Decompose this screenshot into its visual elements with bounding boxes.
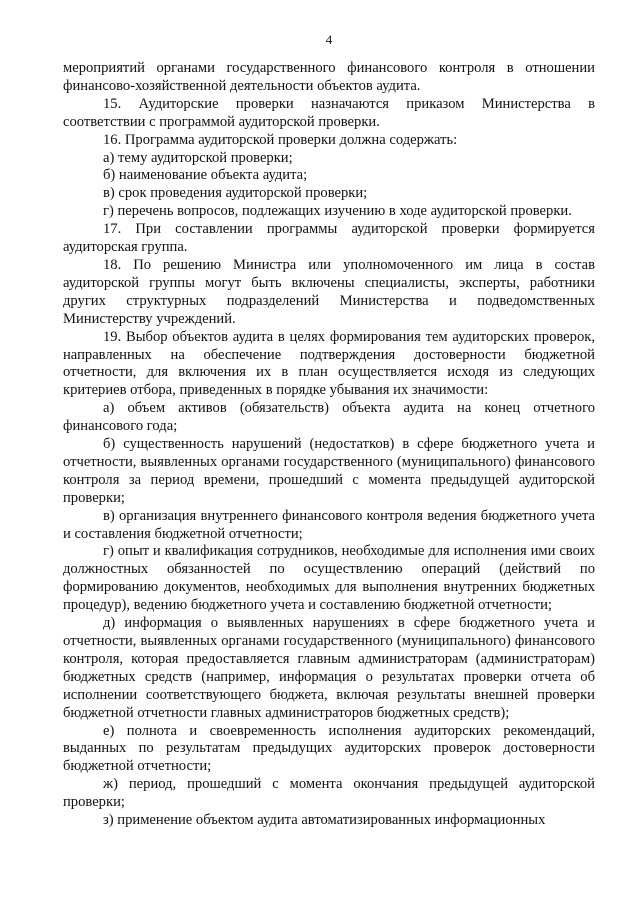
paragraph-continuation: мероприятий органами государственного финансового контроля в отношении финансово-хозяйственной деятельности объектов аудита. — [63, 60, 595, 94]
list-item-19v: в) организация внутреннего финансового контроля ведения бюджетного учета и составления бюджетной отчетности; — [63, 507, 595, 542]
paragraph-19: 19. Выбор объектов аудита в целях формирования тем аудиторских проверок, направленных на обеспечение подтверждения достоверности бюджетной отчетности, для включения их в план осуществляется исходя из следующих критериев отбора, приведенных в порядке убывания их значимости: — [63, 328, 595, 399]
paragraph-18: 18. По решению Министра или уполномоченного им лица в состав аудиторской группы могут быть включены специалисты, эксперты, работники других структурных подразделений Министерства и подведомственных Министерству учреждений. — [63, 256, 595, 327]
list-item-19g: г) опыт и квалификация сотрудников, необходимые для исполнения ими своих должностных обязанностей по осуществлению операций (действий по формированию документов, необходимых для выполнения внутренних бюджетных процедур), ведению бюджетного учета и составлению бюджетной отчетности; — [63, 543, 595, 614]
list-item-19d: д) информация о выявленных нарушениях в сфере бюджетного учета и отчетности, выявленных органами государственного (муниципального) финансового контроля, которая предоставляется главным администраторам (администраторам) бюджетных средств (например, информация о результатах проверки отчета об исполнении соответствующего бюджета, включая результаты внешней проверки бюджетной отчетности главных администраторов бюджетных средств); — [63, 615, 595, 721]
list-item-16v: в) срок проведения аудиторской проверки; — [103, 185, 368, 202]
list-item-19e: е) полнота и своевременность исполнения аудиторских рекомендаций, выданных по результатам предыдущих аудиторских проверок достоверности бюджетной отчетности; — [63, 722, 595, 775]
list-item-16g: г) перечень вопросов, подлежащих изучению в ходе аудиторской проверки. — [103, 203, 572, 220]
list-item-16a: а) тему аудиторской проверки; — [103, 149, 293, 166]
list-item-19b: б) существенность нарушений (недостатков) в сфере бюджетного учета и отчетности, выявленных органами государственного (муниципального) финансового контроля за период времени, прошедший с момента предыдущей аудиторской проверки; — [63, 436, 595, 506]
list-item-19a: а) объем активов (обязательств) объекта аудита на конец отчетного финансового года; — [63, 400, 595, 435]
page-number: 4 — [325, 32, 333, 47]
list-item-19zh: ж) период, прошедший с момента окончания предыдущей аудиторской проверки; — [63, 776, 595, 811]
paragraph-17: 17. При составлении программы аудиторской проверки формируется аудиторская группа. — [63, 221, 595, 256]
list-item-16b: б) наименование объекта аудита; — [103, 167, 308, 184]
paragraph-16: 16. Программа аудиторской проверки должна содержать: — [103, 131, 458, 148]
paragraph-15: 15. Аудиторские проверки назначаются приказом Министерства в соответствии с программой аудиторской проверки. — [63, 95, 595, 130]
list-item-19z: з) применение объектом аудита автоматизированных информационных — [103, 812, 546, 829]
